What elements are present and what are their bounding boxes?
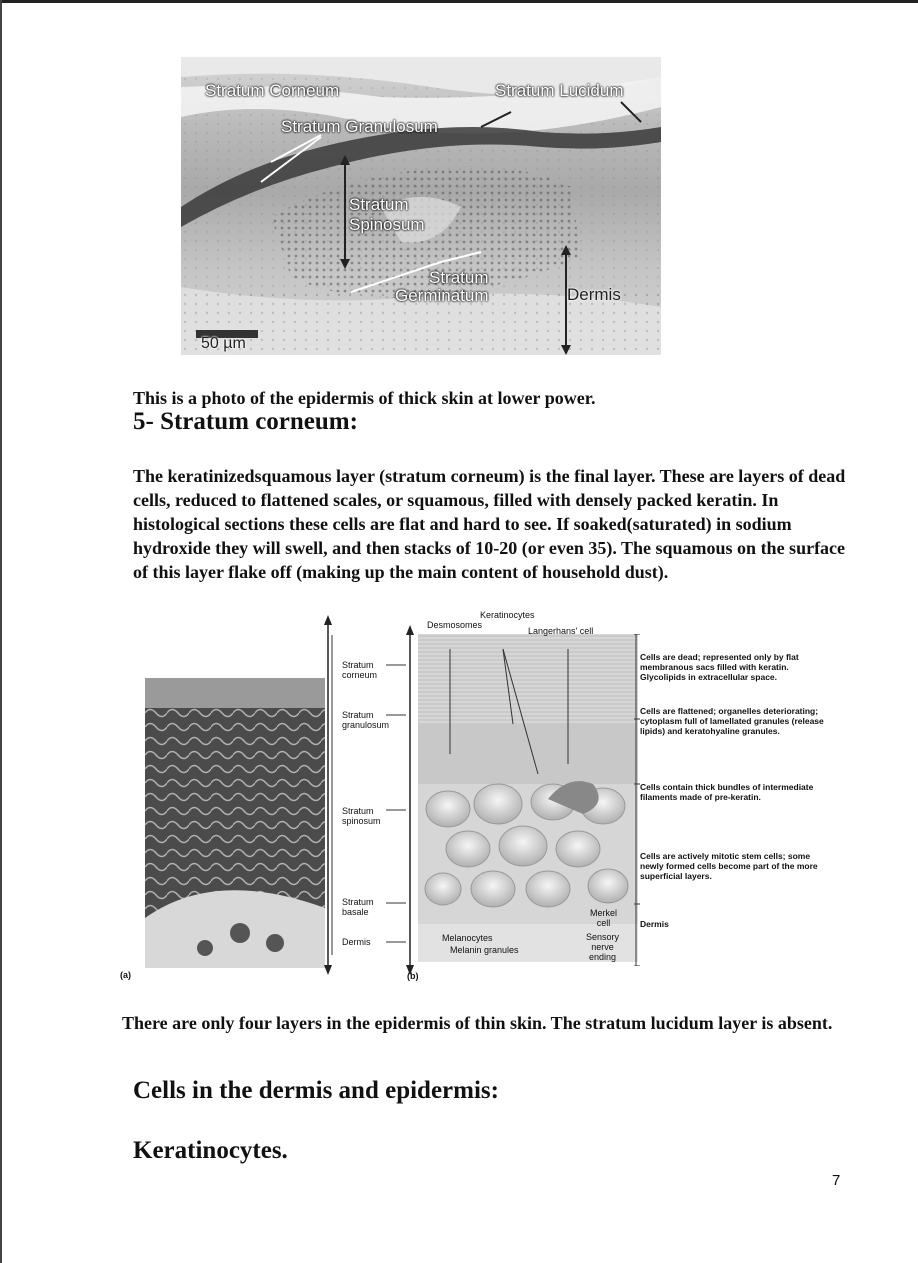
epidermis-micrograph xyxy=(181,57,661,355)
label-melanocytes: Melanocytes xyxy=(442,933,493,943)
label-dermis: Dermis xyxy=(567,285,621,304)
note-basale: Cells are actively mitotic stem cells; some newly formed cells become part of the more superficial layers. xyxy=(640,851,818,881)
label-keratinocytes: Keratinocytes xyxy=(480,610,535,620)
note-corneum: Cells are dead; represented only by flat membranous sacs filled with keratin. Glycolipids in extracellular space. xyxy=(640,652,799,682)
label-stratum-germinatum: Stratum Germinatum xyxy=(395,268,489,305)
label-melanin-granules: Melanin granules xyxy=(450,945,519,955)
keratinocytes-heading: Keratinocytes. xyxy=(133,1137,288,1164)
note-dermis: Dermis xyxy=(640,919,669,929)
layer-label-dermis: Dermis xyxy=(342,937,371,947)
label-merkel-cell: Merkel cell xyxy=(590,908,618,928)
section5-paragraph: The keratinizedsquamous layer (stratum corneum) is the final layer. These are layers of dead cells, reduced to flattened scales, or squamous, filled with densely packed keratin. In histological sections these cells are flat and hard to see. If soaked(saturated) in sodium hydroxide they will swell, and then stacks of 10-20 (or even 35). The squamous on the surface of this layer flake off (making up the main content of household dust). xyxy=(133,466,846,582)
right-depth-arrow xyxy=(404,625,416,975)
layer-label-spinosum: Stratum spinosum xyxy=(342,806,381,826)
note-spinosum: Cells contain thick bundles of intermediate filaments made of pre-keratin. xyxy=(640,782,814,802)
page-top-border xyxy=(0,0,918,3)
figure1-caption: This is a photo of the epidermis of thick skin at lower power. xyxy=(133,388,596,408)
label-desmosomes: Desmosomes xyxy=(427,620,483,630)
note-granulosum: Cells are flattened; organelles deteriorating; cytoplasm full of lamellated granules (release lipids) and keratohyaline granules. xyxy=(640,706,824,736)
panel-a-label: (a) xyxy=(120,970,131,980)
thin-skin-paragraph: There are only four layers in the epidermis of thin skin. The stratum lucidum layer is absent. xyxy=(122,1013,833,1033)
label-stratum-spinosum: Stratum Spinosum xyxy=(349,195,425,234)
label-scale: 50 µm xyxy=(201,335,246,352)
layer-label-granulosum: Stratum granulosum xyxy=(342,710,390,730)
page-left-border xyxy=(0,0,2,1263)
label-sensory-nerve: Sensory nerve ending xyxy=(586,932,620,962)
layer-label-corneum: Stratum corneum xyxy=(342,660,378,680)
label-langerhans: Langerhans' cell xyxy=(528,626,594,636)
section5-heading: 5- Stratum corneum: xyxy=(133,408,358,435)
page-number: 7 xyxy=(832,1172,841,1189)
panel-a-micrograph xyxy=(145,678,325,968)
layer-label-basale: Stratum basale xyxy=(342,897,374,917)
label-stratum-granulosum: Stratum Granulosum xyxy=(281,117,438,136)
label-stratum-lucidum: Stratum Lucidum xyxy=(495,81,624,100)
label-stratum-corneum: Stratum Corneum xyxy=(205,81,340,100)
cells-heading: Cells in the dermis and epidermis: xyxy=(133,1077,499,1104)
panel-b-label: (b) xyxy=(407,971,419,981)
epidermis-layers-diagram xyxy=(120,610,850,990)
